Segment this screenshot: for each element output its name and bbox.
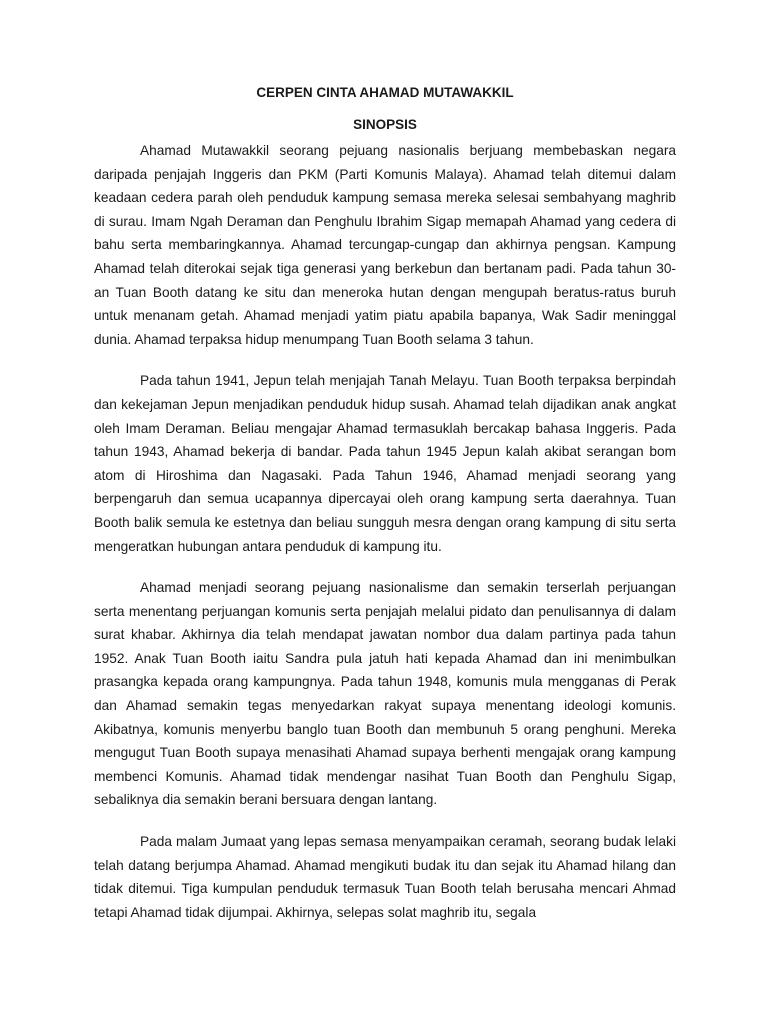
paragraph-3: Ahamad menjadi seorang pejuang nasionalisme dan semakin terserlah perjuangan serta menentang perjuangan komunis serta penjajah melalui pidato dan penulisannya di dalam surat khabar. Akhirnya dia telah mendapat jawatan nombor dua dalam partinya pada tahun 1952. Anak Tuan Booth iaitu Sandra pula jatuh hati kepada Ahamad dan ini menimbulkan prasangka kepada orang kampungnya. Pada tahun 1948, komunis mula mengganas di Perak dan Ahamad semakin tegas menyedarkan rakyat supaya menentang ideologi komunis. Akibatnya, komunis menyerbu banglo tuan Booth dan membunuh 5 orang penghuni. Mereka mengugut Tuan Booth supaya menasihati Ahamad supaya berhenti mengajak orang kampung membenci Komunis. Ahamad tidak mendengar nasihat Tuan Booth dan Penghulu Sigap, sebaliknya dia semakin berani bersuara dengan lantang. — [94, 580, 676, 808]
document-title: CERPEN CINTA AHAMAD MUTAWAKKIL — [256, 85, 514, 100]
document-page — [94, 83, 676, 942]
paragraph-4: Pada malam Jumaat yang lepas semasa menyampaikan ceramah, seorang budak lelaki telah datang berjumpa Ahamad. Ahamad mengikuti budak itu dan sejak itu Ahamad hilang dan tidak ditemui. Tiga kumpulan penduduk termasuk Tuan Booth telah berusaha mencari Ahmad tetapi Ahamad tidak dijumpai. Akhirnya, selepas solat maghrib itu, segala — [94, 834, 676, 920]
paragraph-2: Pada tahun 1941, Jepun telah menjajah Tanah Melayu. Tuan Booth terpaksa berpindah dan kekejaman Jepun menjadikan penduduk hidup susah. Ahamad telah dijadikan anak angkat oleh Imam Deraman. Beliau mengajar Ahamad termasuklah bercakap bahasa Inggeris. Pada tahun 1943, Ahamad bekerja di bandar. Pada tahun 1945 Jepun kalah akibat serangan bom atom di Hiroshima dan Nagasaki. Pada Tahun 1946, Ahamad menjadi seorang yang berpengaruh dan semua ucapannya dipercayai oleh orang kampung serta daerahnya. Tuan Booth balik semula ke estetnya dan beliau sungguh mesra dengan orang kampung di situ serta mengeratkan hubungan antara penduduk di kampung itu. — [94, 373, 676, 554]
paragraph-1: Ahamad Mutawakkil seorang pejuang nasionalis berjuang membebaskan negara daripada penjajah Inggeris dan PKM (Parti Komunis Malaya). Ahamad telah ditemui dalam keadaan cedera parah oleh penduduk kampung semasa mereka selesai sembahyang maghrib di surau. Imam Ngah Deraman dan Penghulu Ibrahim Sigap memapah Ahamad yang cedera di bahu serta membaringkannya. Ahamad tercungap-cungap dan akhirnya pengsan. Kampung Ahamad telah diterokai sejak tiga generasi yang berkebun dan bertanam padi. Pada tahun 30-an Tuan Booth datang ke situ dan meneroka hutan dengan mengupah beratus-ratus buruh untuk menanam getah. Ahamad menjadi yatim piatu apabila bapanya, Wak Sadir meninggal dunia. Ahamad terpaksa hidup menumpang Tuan Booth selama 3 tahun. — [94, 143, 676, 347]
document-subtitle: SINOPSIS — [353, 117, 417, 132]
